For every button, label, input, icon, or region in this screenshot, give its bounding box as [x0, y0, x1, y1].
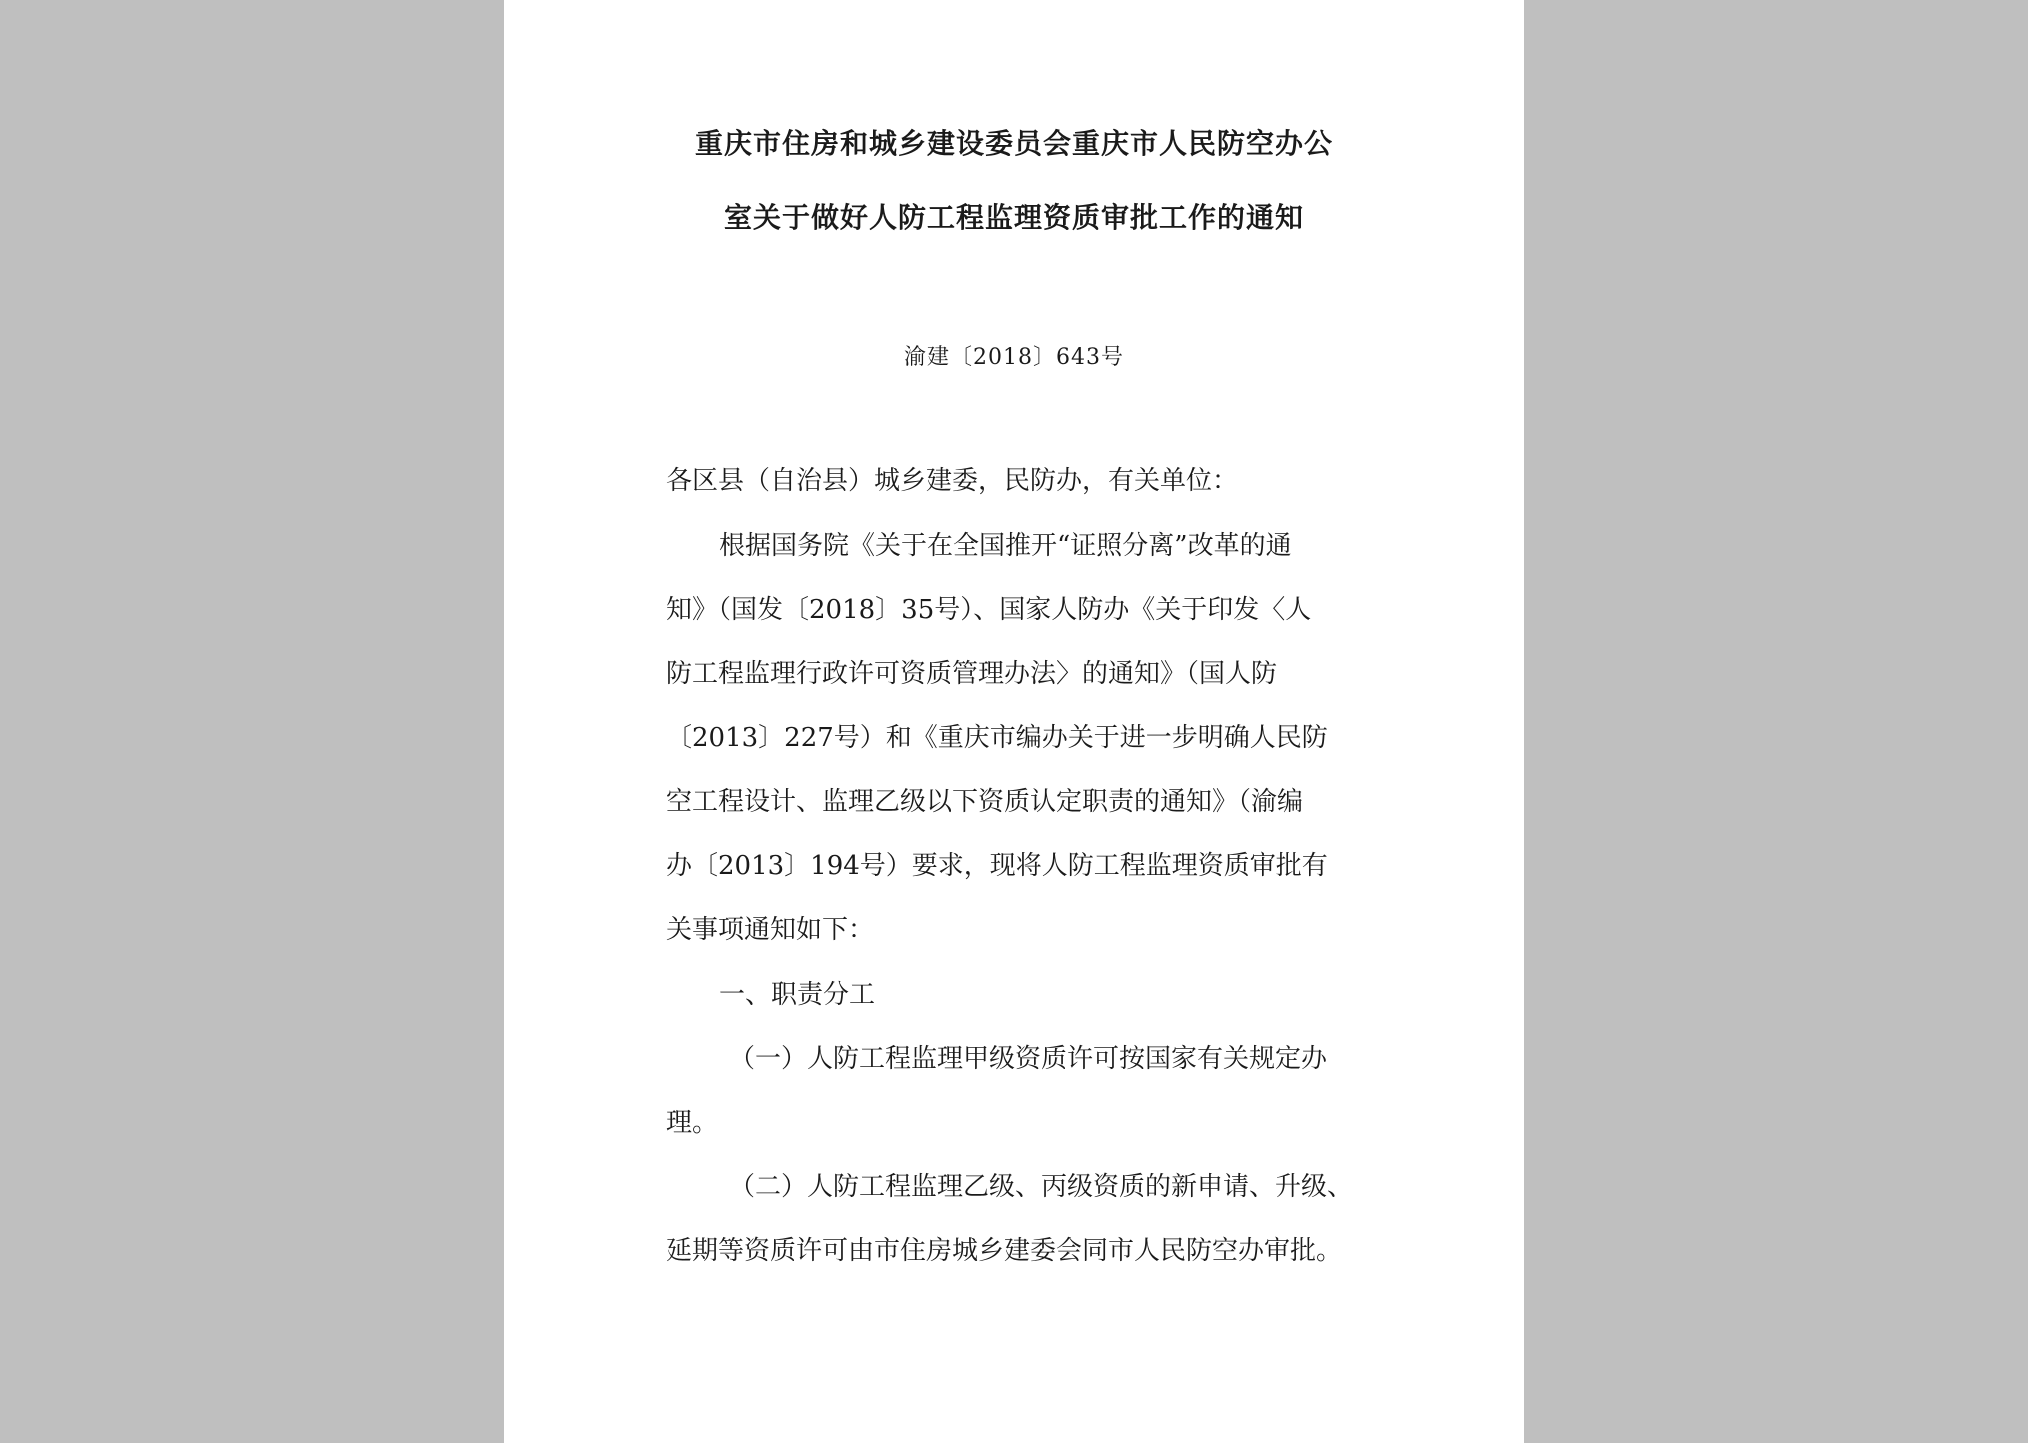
item1-line-2: 理。: [666, 1108, 719, 1138]
title-line-2: 室关于做好人防工程监理资质审批工作的通知: [723, 201, 1304, 234]
body-line-3: 防工程监理行政许可资质管理办法〉的通知》（国人防: [666, 659, 1278, 689]
item2-line-2: 延期等资质许可由市住房城乡建委会同市人民防空办审批。: [666, 1236, 1343, 1266]
body-line-7: 关事项通知如下：: [666, 915, 875, 945]
salutation: 各区县（自治县）城乡建委，民防办，有关单位：: [666, 466, 1239, 496]
item1-line-1: （一）人防工程监理甲级资质许可按国家有关规定办: [729, 1044, 1328, 1074]
body-line-1: 根据国务院《关于在全国推开“证照分离”改革的通: [719, 531, 1292, 561]
title-line-1: 重庆市住房和城乡建设委员会重庆市人民防空办公: [694, 127, 1333, 160]
document-page: [504, 0, 1524, 1443]
body-line-4: 〔2013〕227号）和《重庆市编办关于进一步明确人民防: [666, 723, 1328, 753]
section-heading: 一、职责分工: [719, 980, 876, 1010]
item2-line-1: （二）人防工程监理乙级、丙级资质的新申请、升级、: [729, 1172, 1354, 1202]
body-line-2: 知》（国发〔2018〕35号）、国家人防办《关于印发〈人: [666, 595, 1312, 625]
document-number: 渝建〔2018〕643号: [904, 345, 1124, 370]
body-line-6: 办〔2013〕194号）要求，现将人防工程监理资质审批有: [666, 851, 1328, 881]
body-line-5: 空工程设计、监理乙级以下资质认定职责的通知》（渝编: [666, 787, 1304, 817]
